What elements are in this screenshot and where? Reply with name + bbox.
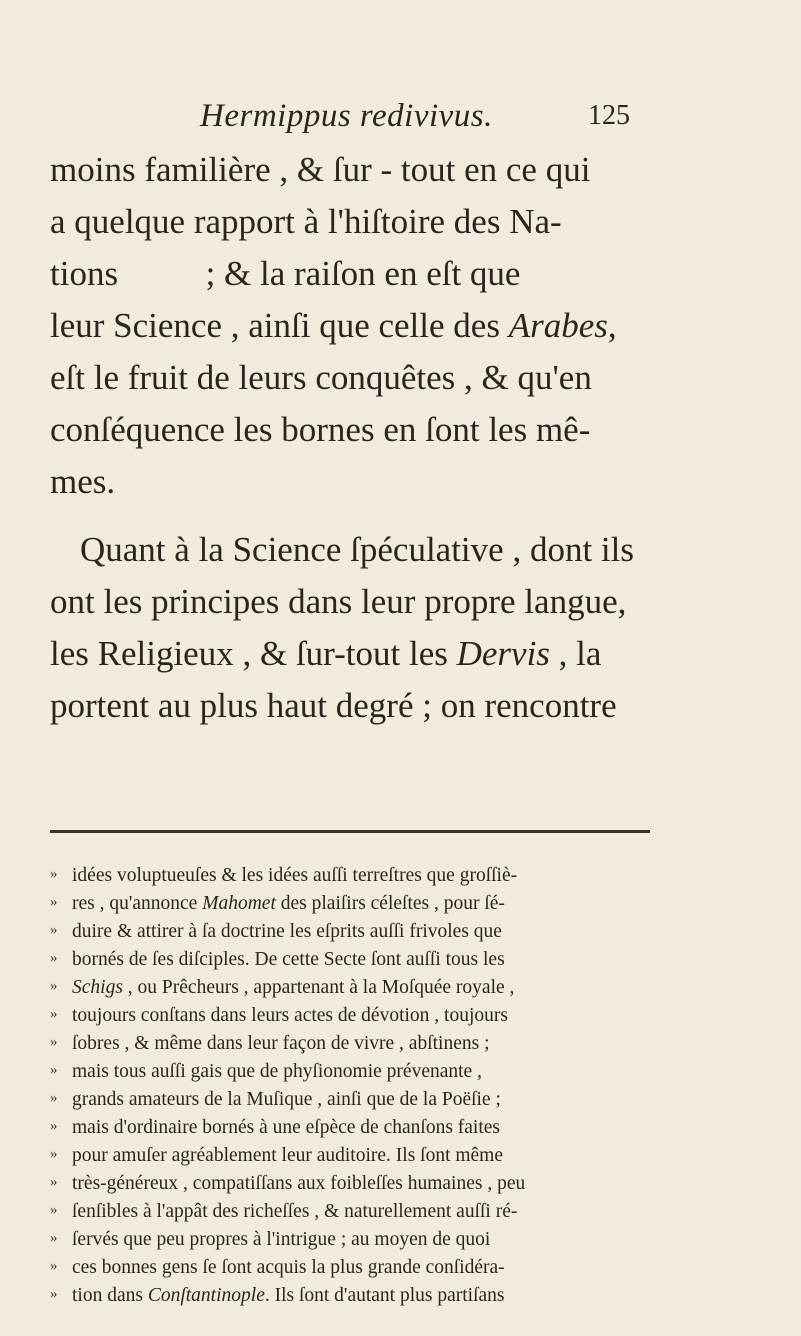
text-line (50, 524, 650, 576)
italic-word: Mahomet (202, 893, 276, 914)
quote-mark: » (50, 1202, 58, 1218)
text-segment: très-généreux , compatiſſans aux foibleſſes humaines , peu (72, 1173, 526, 1194)
text-segment: mes. (50, 462, 116, 501)
footnote-line (50, 1196, 690, 1224)
text-segment: bornés de ſes diſciples. De cette Secte ſont auſſi tous les (72, 949, 505, 970)
text-segment: ſenſibles à l'appât des richeſſes , & naturellement auſſi ré- (72, 1201, 518, 1222)
text-segment: , (607, 306, 617, 345)
text-segment: ont les principes dans leur propre langue, (50, 582, 627, 621)
text-line (50, 144, 650, 196)
page-number: 125 (588, 100, 630, 131)
text-line (50, 248, 650, 300)
quote-mark: » (50, 1258, 58, 1274)
text-segment: portent au plus haut degré ; on rencontre (50, 686, 617, 725)
text-segment: , ou Prêcheurs , appartenant à la Moſquée royale , (122, 977, 515, 998)
text-segment: conſéquence les bornes en ſont les mê- (50, 410, 591, 449)
text-segment: duire & attirer à ſa doctrine les eſprits auſſi frivoles que (72, 921, 502, 942)
running-title: Hermippus redivivus. (200, 98, 493, 134)
text-segment: ſobres , & même dans leur façon de vivre , abſtinens ; (72, 1033, 490, 1054)
text-segment: eſt le fruit de leurs conquêtes , & qu'en (50, 358, 592, 397)
footnote-line (50, 1140, 690, 1168)
text-segment: les Religieux , & ſur-tout les (50, 634, 457, 673)
page-header (200, 98, 630, 138)
footnote-line (50, 1084, 690, 1112)
text-segment: res , qu'annonce (72, 893, 203, 914)
quote-mark: » (50, 894, 58, 910)
text-segment: leur Science , ainſi que celle des (50, 306, 509, 345)
footnote-line (50, 1112, 690, 1140)
footnote-line (50, 1168, 690, 1196)
text-segment: Quant à la Science ſpéculative , dont ils (80, 530, 634, 569)
text-segment: idées voluptueuſes & les idées auſſi terreſtres que groſſiè- (72, 865, 518, 886)
text-line (50, 456, 650, 508)
text-segment: pour amuſer agréablement leur auditoire. Ils ſont même (72, 1145, 504, 1166)
text-segment: , la (549, 634, 602, 673)
footnote-line (50, 972, 690, 1000)
quote-mark: » (50, 1034, 58, 1050)
paragraph-break (50, 508, 650, 524)
text-segment: ſervés que peu propres à l'intrigue ; au moyen de quoi (72, 1229, 491, 1250)
footnote-line (50, 1224, 690, 1252)
quote-mark: » (50, 1286, 58, 1302)
italic-word: Schigs (72, 977, 123, 998)
italic-word: Conſtantinople (147, 1285, 265, 1306)
quote-mark: » (50, 1062, 58, 1078)
text-segment: ces bonnes gens ſe ſont acquis la plus grande conſidéra- (72, 1257, 505, 1278)
footnote-line (50, 916, 690, 944)
footnotes (50, 860, 690, 1308)
text-line (50, 352, 650, 404)
footnote-line (50, 1056, 690, 1084)
quote-mark: » (50, 1118, 58, 1134)
quote-mark: » (50, 950, 58, 966)
text-segment: a quelque rapport à l'hiſtoire des Na- (50, 202, 562, 241)
quote-mark: » (50, 1090, 58, 1106)
text-segment: mais d'ordinaire bornés à une eſpèce de chanſons faites (72, 1117, 501, 1138)
italic-word: Arabes (508, 306, 608, 345)
quote-mark: » (50, 1230, 58, 1246)
text-line (50, 300, 650, 352)
footnote-line (50, 944, 690, 972)
text-segment: des plaiſirs céleſtes , pour ſé- (275, 893, 505, 914)
footnote-line (50, 1000, 690, 1028)
italic-word: Dervis (456, 634, 550, 673)
text-segment: mais tous auſſi gais que de phyſionomie prévenante , (72, 1061, 482, 1082)
footnote-line (50, 888, 690, 916)
text-segment: tions ; & la raiſon en eſt que (50, 254, 521, 293)
text-line (50, 404, 650, 456)
quote-mark: » (50, 1146, 58, 1162)
text-line (50, 196, 650, 248)
quote-mark: » (50, 866, 58, 882)
quote-mark: » (50, 1174, 58, 1190)
text-line (50, 576, 650, 628)
text-segment: grands amateurs de la Muſique , ainſi que de la Poëſie ; (72, 1089, 501, 1110)
text-segment: moins familière , & ſur - tout en ce qui (50, 150, 591, 189)
quote-mark: » (50, 922, 58, 938)
footnote-line (50, 1252, 690, 1280)
quote-mark: » (50, 1006, 58, 1022)
text-segment: . Ils ſont d'autant plus partiſans (264, 1285, 505, 1306)
footnote-line (50, 1280, 690, 1308)
main-text (50, 144, 650, 732)
quote-mark: » (50, 978, 58, 994)
text-segment: tion dans (72, 1285, 148, 1306)
text-segment: toujours conſtans dans leurs actes de dévotion , toujours (72, 1005, 508, 1026)
text-line (50, 628, 650, 680)
footnote-rule (50, 830, 650, 833)
footnote-line (50, 1028, 690, 1056)
text-line (50, 680, 650, 732)
footnote-line (50, 860, 690, 888)
